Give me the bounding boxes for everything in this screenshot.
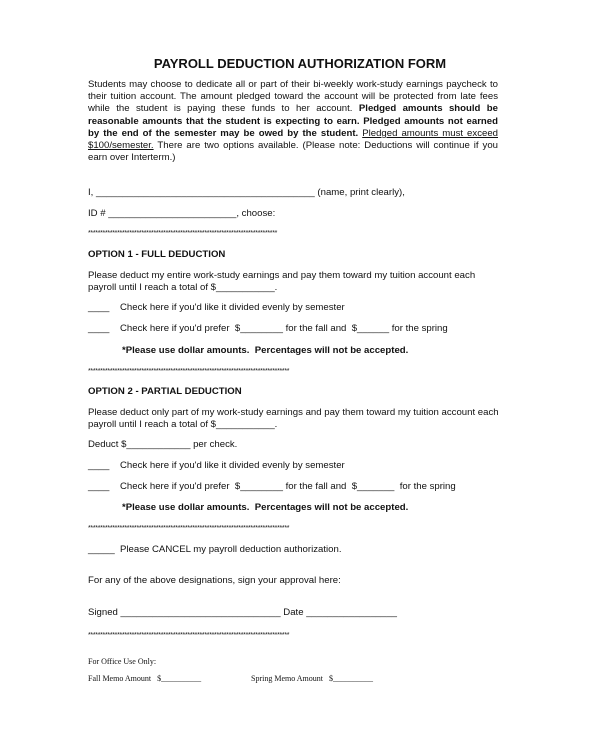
divider: *********************************************************************************** xyxy=(88,632,290,639)
spring-memo-amount: Spring Memo Amount $__________ xyxy=(251,674,374,683)
signature-date-field[interactable]: Signed ______________________________ Date _________________ xyxy=(88,607,397,618)
divider: *********************************************************************************** xyxy=(88,525,290,532)
divider: ****************************************************************************** xyxy=(88,230,278,237)
cancel-option[interactable]: _____ Please CANCEL my payroll deduction authorization. xyxy=(88,544,342,555)
sign-prompt: For any of the above designations, sign your approval here: xyxy=(88,575,341,586)
option2-text: Please deduct only part of my work-study earnings and pay them toward my tuition account each xyxy=(88,407,499,418)
option1-check-split[interactable]: ____ Check here if you'd prefer $________ for the fall and $______ for the spring xyxy=(88,323,448,334)
option2-check-split[interactable]: ____ Check here if you'd prefer $________ for the fall and $_______ for the spring xyxy=(88,481,456,492)
option1-check-even[interactable]: ____ Check here if you'd like it divided evenly by semester xyxy=(88,302,345,313)
intro-paragraph xyxy=(88,79,498,164)
option2-note: *Please use dollar amounts. Percentages will not be accepted. xyxy=(122,502,409,513)
option1-note: *Please use dollar amounts. Percentages will not be accepted. xyxy=(122,345,409,356)
form-title: PAYROLL DEDUCTION AUTHORIZATION FORM xyxy=(153,56,447,71)
intro-text-2: There are two options available. (Please note: Deductions will continue if you earn over Interterm.) xyxy=(88,140,498,164)
option1-text: Please deduct my entire work-study earnings and pay them toward my tuition account each xyxy=(88,270,476,281)
intro-underlined: Pledged amounts must exceed $100/semester. xyxy=(88,127,498,152)
option2-check-even[interactable]: ____ Check here if you'd like it divided evenly by semester xyxy=(88,460,345,471)
option1-heading: OPTION 1 - FULL DEDUCTION xyxy=(88,249,226,260)
option1-total-field[interactable]: payroll until I reach a total of $___________. xyxy=(88,282,278,293)
option2-deduct-field[interactable]: Deduct $____________ per check. xyxy=(88,439,238,450)
id-field[interactable]: ID # ________________________, choose: xyxy=(88,208,276,219)
fall-memo-amount: Fall Memo Amount $__________ xyxy=(88,674,202,683)
office-use-heading: For Office Use Only: xyxy=(88,657,157,666)
name-field[interactable]: I, _________________________________________ (name, print clearly), xyxy=(88,187,405,198)
option2-heading: OPTION 2 - PARTIAL DEDUCTION xyxy=(88,386,242,397)
intro-bold: Pledged amounts should be reasonable amounts that the student is expecting to earn. Pledged amounts not earned by the end of the semester may be owed by the student. xyxy=(88,103,498,139)
divider: *********************************************************************************** xyxy=(88,368,290,375)
intro-text: Students may choose to dedicate all or part of their bi-weekly work-study earnings paycheck to their tuition account. The amount pledged toward the account will be protected from late fees while the student is paying these funds to her account. xyxy=(88,79,498,115)
option2-total-field[interactable]: payroll until I reach a total of $___________. xyxy=(88,419,278,430)
